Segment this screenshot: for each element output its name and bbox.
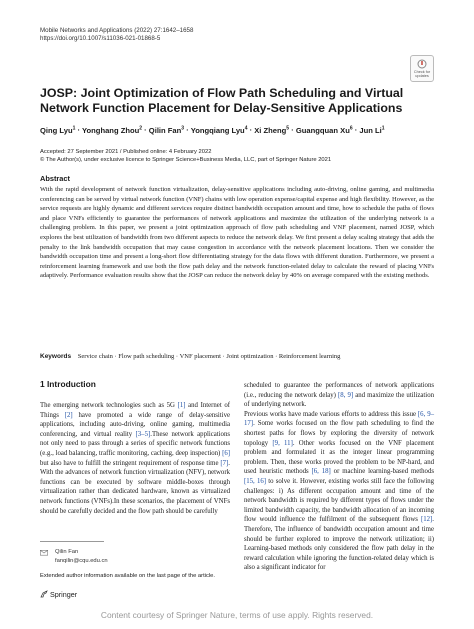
body-text: or machine learning-based methods <box>330 468 434 476</box>
publication-dates <box>40 148 331 164</box>
footnote-divider <box>40 541 104 542</box>
author-separator: · <box>289 125 296 135</box>
accepted-published: Accepted: 27 September 2021 / Published online: 4 February 2022 <box>40 149 212 155</box>
keywords-text: Service chain · Flow path scheduling · VNF placement · Joint optimization · Reinforcement learning <box>77 353 341 360</box>
body-text: scheduled to guarantee the performances of network applications (i.e., reducing the network delay) <box>244 382 434 399</box>
author-affiliation: 2 <box>139 125 143 131</box>
author-affiliation: 1 <box>72 125 76 131</box>
body-text: . Other works focused on the VNF placement problem and formulated it as the integer linear programming problem. Then, these works proved the problem to be NP-hard, and used heuristic methods <box>244 439 434 476</box>
citation-link[interactable]: [9, 11] <box>272 439 293 447</box>
courtesy-notice: Content courtesy of Springer Nature, terms of use apply. Rights reserved. <box>100 610 374 620</box>
journal-header <box>40 27 193 43</box>
body-text: but also have to fulfill the stringent requirement of response time <box>40 459 221 467</box>
citation-link[interactable]: [2] <box>64 411 73 419</box>
citation-link[interactable]: [12] <box>420 516 433 524</box>
author-separator: · <box>184 125 191 135</box>
keywords-label: Keywords <box>40 353 72 360</box>
publisher-name: Springer <box>50 590 78 599</box>
badge-line2: updates <box>415 74 429 79</box>
author-affiliation: 3 <box>181 125 185 131</box>
author-affiliation: 1 <box>381 125 385 131</box>
abstract-text: With the rapid development of network function virtualization, delay-sensitive applications including auto-driving, online gaming, and multimedia conferencing can be served by virtual network function (VNF) chains with low operation expense/capital expense and high flexibility. However, as the service requests are highly dynamic and different services require distinct bandwidth occupation amount and time, how to schedule the paths of flows and place VNFs efficiently to guarantee the performances of network applications and maximize the utilization of the underlying network is a challenging problem. In this paper, we present a joint optimization approach of flow path scheduling and VNF placement, named JOSP, which explores the best utilization of bandwidth from two different aspects to reduce the network delay. We first present a delay scaling strategy that adds the penalty to the link bandwidth occupation that may cause congestion in accordance with the network placement locations. Then we consider the bandwidth occupation time and present a long-short flow differentiating strategy for the data flows with different duration. Furthermore, we present a reinforcement learning framework and use both the flow path delay and the network function-related delay to calculate the reward of placing VNFs adaptively. Performance evaluation results show that the JOSP can reduce the network delay by 40% on average compared with the existing methods. <box>40 186 434 280</box>
body-text: have promoted a wide range of delay-sensitive applications, including auto-driving, online gaming, multimedia conferencing, and virtual reality <box>40 411 230 438</box>
intro-left-column <box>40 401 230 516</box>
author-affiliation: 4 <box>244 125 248 131</box>
author-name[interactable]: Qilin Fan$^3$ <box>148 125 185 135</box>
springer-horse-icon <box>40 590 48 598</box>
citation-link[interactable]: [15, 16] <box>244 477 267 485</box>
check-for-updates-badge[interactable] <box>410 55 434 82</box>
doi-link[interactable]: https://doi.org/10.1007/s11036-021-01868-5 <box>40 35 161 42</box>
contact-email[interactable]: fanqilin@cqu.edu.cn <box>55 558 108 564</box>
author-separator: · <box>142 125 149 135</box>
author-separator: · <box>75 125 83 135</box>
citation-link[interactable]: [3–5] <box>135 430 151 438</box>
author-name[interactable]: Yongqiang Lyu$^4$ <box>190 125 248 135</box>
corresponding-author <box>55 548 108 566</box>
body-text: and maximize the utilization of underlying network. <box>244 391 434 409</box>
author-affiliation: 6 <box>349 125 353 131</box>
author-separator: · <box>352 125 360 135</box>
author-name[interactable]: Qing Lyu$^1$ <box>40 125 76 135</box>
keywords <box>40 353 434 360</box>
section-heading-introduction: 1 Introduction <box>40 379 96 389</box>
citation-link[interactable]: [6, 18] <box>311 468 331 476</box>
contact-name: Qilin Fan <box>55 549 79 555</box>
author-list <box>40 125 440 135</box>
author-name[interactable]: Jun Li$^1$ <box>359 125 385 135</box>
body-text: The emerging network technologies such as 5G <box>40 402 178 409</box>
copyright-line: © The Author(s), under exclusive licence to Springer Science+Business Media, LLC, part of Springer Nature 2021 <box>40 157 332 163</box>
publisher-logo <box>40 590 77 599</box>
author-affiliation: 5 <box>286 125 290 131</box>
body-text: .These network applications not only need to pass through a series of specific network functions (e.g., load balancing, traffic monitoring, caching, deep inspection) <box>40 430 230 457</box>
journal-citation: Mobile Networks and Applications (2022) 27:1642–1658 <box>40 27 194 34</box>
abstract-heading: Abstract <box>40 174 70 183</box>
body-text: . Therefore, The influence of bandwidth occupation amount and time should be further explored to improve the network utilization; ii) Learning-based methods only considered the flow path delay in the reward calculation while ignoring the function-related delay which is also a significant indicator for <box>244 516 434 572</box>
author-name[interactable]: Xi Zheng$^5$ <box>254 125 290 135</box>
envelope-icon <box>40 550 48 556</box>
citation-link[interactable]: [8, 9] <box>338 391 354 399</box>
refresh-icon <box>417 59 427 69</box>
paper-title: JOSP: Joint Optimization of Flow Path Scheduling and Virtual Network Function Placement for Delay-Sensitive Applications <box>40 86 404 115</box>
author-name[interactable]: Yonghang Zhou$^2$ <box>82 125 143 135</box>
body-text: Previous works have made various efforts to address this issue <box>244 410 418 418</box>
extended-author-info: Extended author information available on the last page of the article. <box>40 573 215 579</box>
citation-link[interactable]: [6] <box>222 449 230 457</box>
body-text: and Internet of Things <box>40 402 230 419</box>
body-text: . With the advances of network function virtualization (NFV), network functions can be executed by software middle-boxes through virtualization rather than dedicated hardware, known as virtualized network functions (VNFs).In these scenarios, the placement of VNFs should be carefully decided and the flow path should be carefully <box>40 459 230 515</box>
badge-line1: Check for <box>413 70 431 74</box>
citation-link[interactable]: [7] <box>220 459 229 467</box>
citation-link[interactable]: [6, 9–17] <box>244 410 435 428</box>
author-separator: · <box>247 125 255 135</box>
body-text: . Some works focused on the flow path scheduling to find the shortest paths for flows by exploring the diversity of network topology <box>244 420 434 447</box>
citation-link[interactable]: [1] <box>177 402 186 409</box>
author-name[interactable]: Guangquan Xu$^6$ <box>295 125 353 135</box>
body-text: to solve it. However, existing works still face the following challenges: i) As different occupation amount and time of the network bandwidth is required by different types of flows under the limited bandwidth capacity, the bandwidth allocation of an incoming flow would influence the fulfilment of the subsequent flows <box>244 477 434 524</box>
intro-right-column <box>244 381 434 573</box>
